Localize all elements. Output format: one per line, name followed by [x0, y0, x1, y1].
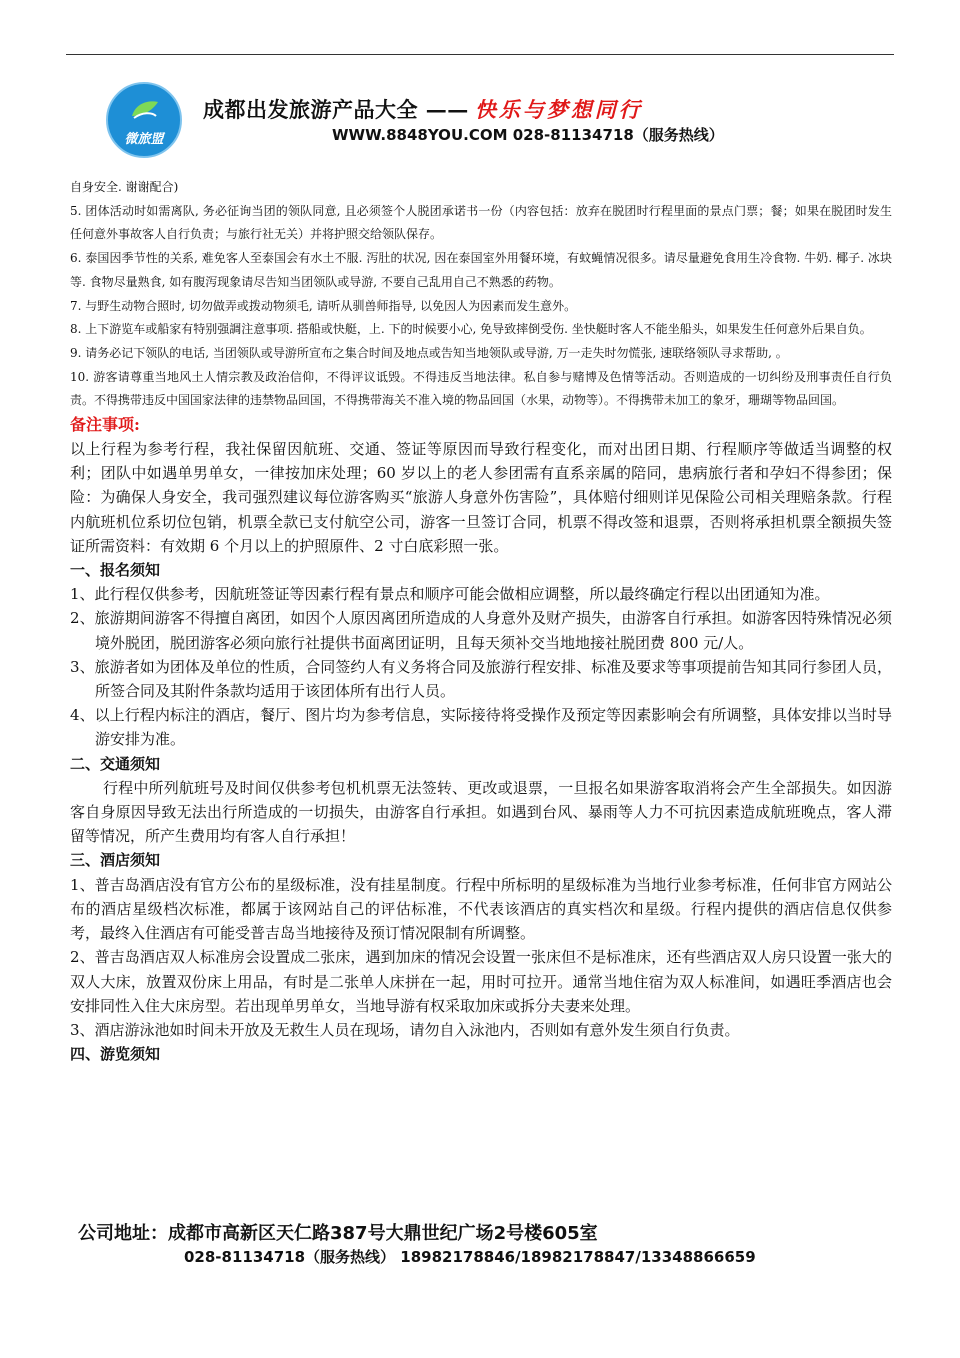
notes-list	[70, 176, 892, 413]
header-subtitle: WWW.8848YOU.COM 028-81134718（服务热线）	[332, 126, 724, 144]
header-title	[203, 94, 643, 124]
paragraph: 1、此行程仅供参考，因航班签证等因素行程有景点和顺序可能会做相应调整，所以最终确定行程以出团通知为准。	[70, 585, 830, 604]
note-item: 6. 泰国因季节性的关系, 难免客人至泰国会有水土不服. 泻肚的状况, 因在泰国室外用餐环境，有蚊蝇情况很多。请尽量避免食用生冷食物. 牛奶. 椰子. 冰块等. 食物尽量熟食, 如有腹泻现象请尽告知当团领队或导游, 不要自己乱用自己不熟悉的药物。	[70, 251, 892, 289]
note-item: 7. 与野生动物合照时, 切勿做弄或拨动物须毛, 请听从驯兽师指导, 以免因人为因素而发生意外。	[70, 298, 577, 313]
section-heading: 二、交通须知	[70, 754, 161, 773]
sections	[70, 437, 892, 1066]
note-item: 8. 上下游览车或船家有特别强調注意事项. 搭船或快艇，上. 下的时候要小心, 免导致摔倒受伤. 坐快艇时客人不能坐船头，如果发生任何意外后果自负。	[70, 322, 872, 337]
header-rule	[66, 54, 894, 55]
paragraph: 行程中所列航班号及时间仅供参考包机机票无法签转、更改或退票，一旦报名如果游客取消将会产生全部损失。如因游客自身原因导致无法出行所造成的一切损失，由游客自行承担。如遇到台风、暴雨等人力不可抗因素造成航班晚点，客人滞留等情况，所产生费用均有客人自行承担！	[70, 778, 892, 846]
paragraph: 3、酒店游泳池如时间未开放及无救生人员在现场，请勿自入泳池内，否则如有意外发生须自行负责。	[70, 1020, 740, 1039]
note-item: 5. 团体活动时如需离队, 务必征询当团的领队同意, 且必须签个人脱团承诺书一份（内容包括：放弃在脱团时行程里面的景点门票；餐；如果在脱团时发生任何意外事故客人自行负责；与旅行社无关）并将护照交给领队保存。	[70, 203, 892, 242]
brand-logo	[106, 82, 182, 158]
note-item: 10. 游客请尊重当地风土人情宗教及政治信仰，不得评议诋毁。不得违反当地法律。私自参与赌博及色情等活动。否则造成的一切纠纷及刑事责任自行负责。不得携带违反中国国家法律的违禁物品回国，不得携带海关不准入境的物品回国（水果，动物等）。不得携带未加工的象牙，珊瑚等物品回国。	[70, 369, 892, 408]
document-body	[70, 176, 892, 1066]
section-heading: 三、酒店须知	[70, 851, 161, 870]
paragraph: 1、普吉岛酒店没有官方公布的星级标准，没有挂星制度。行程中所标明的星级标准为当地行业参考标准，任何非官方网站公布的酒店星级档次标准，都属于该网站自己的评估标准，不代表该酒店的真实档次和星级。行程内提供的酒店信息仅供参考，最终入住酒店有可能受普吉岛当地接待及预订情况限制有所调整。	[70, 875, 892, 943]
note-item: 9. 请务必记下领队的电话, 当团领队或导游所宣布之集合时间及地点或告知当地领队或导游, 万一走失时勿慌张, 速联络领队寻求帮助, 。	[70, 345, 788, 360]
note-item: 自身安全. 谢谢配合)	[70, 180, 179, 194]
paragraph: 以上行程为参考行程，我社保留因航班、交通、签证等原因而导致行程变化，而对出团日期、行程顺序等做适当调整的权利；团队中如遇单男单女，一律按加床处理；60 岁以上的老人参团需有直系亲属的陪同，患病旅行者和孕妇不得参团；保险：为确保人身安全，我司强烈建议每位游客购买“旅游人身意外伤害险”，具体赔付细则详见保险公司相关理赔条款。行程内航班机位系切位包销，机票全款已支付航空公司，游客一旦签订合同，机票不得改签和退票，否则将承担机票全额损失签证所需资料：有效期 6 个月以上的护照原件、2 寸白底彩照一张。	[70, 440, 892, 555]
footer-address: 公司地址：成都市高新区天仁路387号大鼎世纪广场2号楼605室	[78, 1223, 598, 1244]
paragraph: 4、以上行程内标注的酒店，餐厅、图片均为参考信息，实际接待将受操作及预定等因素影响会有所调整，具体安排以当时导游安排为准。	[70, 706, 892, 749]
section-heading: 四、游览须知	[70, 1045, 161, 1064]
leaf-icon	[130, 98, 160, 120]
footer-phones: 028-81134718（服务热线） 18982178846/18982178847/13348866659	[184, 1248, 756, 1266]
section-heading: 一、报名须知	[70, 561, 161, 580]
header-title-text: 成都出发旅游产品大全 ——	[203, 97, 469, 122]
paragraph: 2、普吉岛酒店双人标准房会设置成二张床，遇到加床的情况会设置一张床但不是标准床，还有些酒店双人房只设置一张大的双人大床，放置双份床上用品，有时是二张单人床拼在一起，用时可拉开。通常当地住宿为双人标准间，如遇旺季酒店也会安排同性入住大床房型。若出现单男单女，当地导游有权采取加床或拆分夫妻来处理。	[70, 948, 892, 1015]
paragraph: 3、旅游者如为团体及单位的性质，合同签约人有义务将合同及旅游行程安排、标准及要求等事项提前告知其同行参团人员，所签合同及其附件条款均适用于该团体所有出行人员。	[70, 657, 892, 701]
remark-heading: 备注事项:	[70, 415, 140, 435]
header-slogan: 快乐与梦想同行	[474, 97, 643, 122]
logo-text: 微旅盟	[124, 132, 164, 147]
paragraph: 2、旅游期间游客不得擅自离团，如因个人原因离团所造成的人身意外及财产损失，由游客自行承担。如游客因特殊情况必须境外脱团，脱团游客必须向旅行社提供书面离团证明，且每天须补交当地地接社脱团费 800 元/人。	[70, 609, 892, 652]
